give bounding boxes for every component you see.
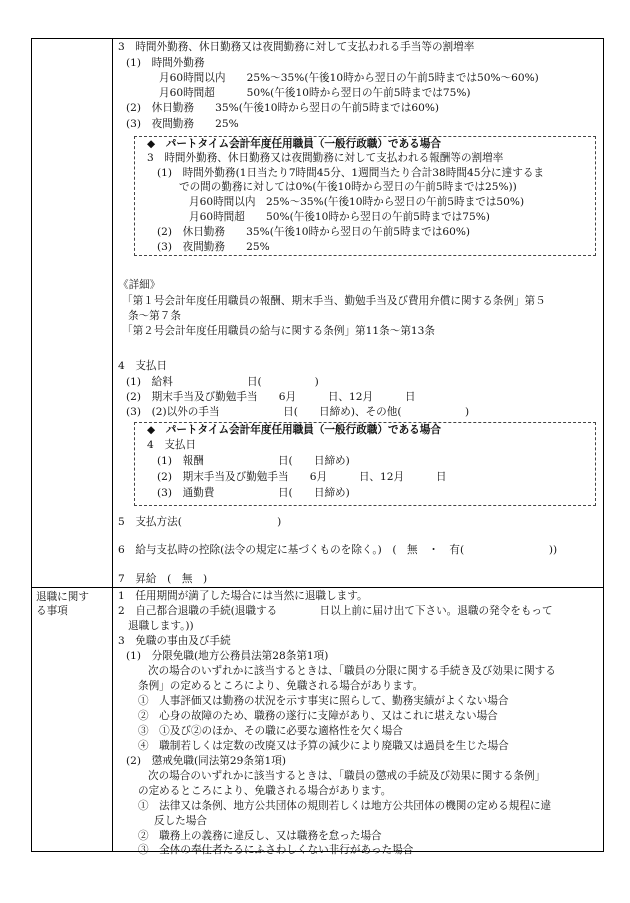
box1-heading: 3 時間外勤務、休日勤務又は夜間勤務に対して支払われる報酬等の割増率 — [147, 152, 504, 164]
box1-holiday: (2) 休日勤務 35%(午後10時から翌日の午前5時までは60%) — [157, 226, 471, 238]
details-ordinance2: 「第２号会計年度任用職員の給与に関する条例」第11条～第13条 — [122, 325, 435, 337]
parttime-box-allowance — [134, 136, 596, 256]
document-table — [31, 38, 604, 856]
retire-voluntary: 2 自己都合退職の手続(退職する 日以上前に届け出て下さい。退職の発令をもって — [118, 605, 553, 617]
parttime-box-payday — [134, 422, 596, 506]
box2-reward: (1) 報酬 日( 日締め) — [157, 455, 350, 467]
disciplinary-reason-1: ① 法律又は条例、地方公共団体の規則若しくは地方公共団体の機関の定める規程に違 — [138, 800, 552, 812]
section4-salary: (1) 給料 日( ) — [126, 376, 319, 388]
dismissal-reason-1: ① 人事評価又は勤務の状況を示す事実に照らして、勤務実績がよくない場合 — [138, 695, 509, 707]
disciplinary-reason-3: ③ 全体の奉仕者たるにふさわしくない非行があった場合 — [138, 844, 414, 856]
dismissal-reason-2: ② 心身の故障のため、職務の遂行に支障があり、又はこれに堪えない場合 — [138, 710, 498, 722]
box1-title: ◆ パートタイム会計年度任用職員（一般行政職）である場合 — [147, 138, 441, 150]
dismissal-disciplinary-desc-cont: の定めるところにより、免職される場合があります。 — [138, 785, 392, 797]
details-heading: 《詳細》 — [118, 279, 161, 291]
box1-over60: 月60時間超 50%(午後10時から翌日の午前5時までは75%) — [189, 211, 490, 223]
dismissal-status-desc: 次の場合のいずれかに該当するときは、「職員の分限に関する手続き及び効果に関する — [148, 665, 556, 677]
box1-overtime: (1) 時間外勤務(1日当たり7時間45分、1週間当たり合計38時間45分に達するま — [157, 167, 545, 179]
section3-over60: 月60時間超 50%(午後10時から翌日の午前5時までは75%) — [159, 87, 471, 99]
disciplinary-reason-2: ② 職務上の義務に違反し、又は職務を怠った場合 — [138, 830, 382, 842]
row-divider — [32, 587, 603, 588]
section6-deduction: 6 給与支払時の控除(法令の規定に基づくものを除く。) ( 無 ・ 有( )) — [118, 544, 558, 556]
retirement-label-line2: る事項 — [36, 605, 68, 617]
dismissal-status: (1) 分限免職(地方公務員法第28条第1項) — [126, 650, 329, 662]
section4-heading: 4 支払日 — [118, 360, 168, 372]
section3-heading: 3 時間外勤務、休日勤務又は夜間勤務に対して支払われる手当等の割増率 — [118, 41, 475, 53]
retire-voluntary-cont: 退職します。)) — [128, 620, 194, 632]
section3-night: (3) 夜間勤務 25% — [126, 118, 239, 130]
box1-within60: 月60時間以内 25%～35%(午後10時から翌日の午前5時までは50%) — [189, 196, 525, 208]
dismissal-status-desc-cont: 条例」の定めるところにより、免職される場合があります。 — [138, 680, 424, 692]
section7-raise: 7 昇給 ( 無 ) — [118, 573, 208, 585]
section4-bonus: (2) 期末手当及び勤勉手当 6月 日、12月 日 — [126, 391, 416, 403]
disciplinary-reason-1-cont: 反した場合 — [154, 815, 207, 827]
dismissal-reason-3: ③ ①及び②のほか、その職に必要な適格性を欠く場合 — [138, 725, 403, 737]
box2-commute: (3) 通勤費 日( 日締め) — [157, 487, 350, 499]
section3-holiday: (2) 休日勤務 35%(午後10時から翌日の午前5時までは60%) — [126, 102, 440, 114]
section3-within60: 月60時間以内 25%～35%(午後10時から翌日の午前5時までは50%～60%) — [159, 72, 539, 84]
details-ordinance1-cont: 条～第７条 — [128, 310, 181, 322]
box1-overtime-cont: での間の勤務に対しては0%(午後10時から翌日の午前5時までは25%)) — [179, 181, 517, 193]
section3-overtime: (1) 時間外勤務 — [126, 57, 205, 69]
retirement-row-label — [36, 590, 110, 618]
details-ordinance1: 「第１号会計年度任用職員の報酬、期末手当、勤勉手当及び費用弁償に関する条例」第５ — [122, 295, 546, 307]
section5-payment-method: 5 支払方法( ) — [118, 516, 282, 528]
box2-title: ◆ パートタイム会計年度任用職員（一般行政職）である場合 — [147, 424, 441, 436]
column-divider — [112, 39, 113, 851]
dismissal-heading: 3 免職の事由及び手続 — [118, 635, 231, 647]
box1-night: (3) 夜間勤務 25% — [157, 241, 270, 253]
dismissal-reason-4: ④ 職制若しくは定数の改廃又は予算の減少により廃職又は過員を生じた場合 — [138, 740, 509, 752]
retirement-label-line1: 退職に関す — [36, 591, 89, 603]
box2-heading: 4 支払日 — [147, 439, 197, 451]
dismissal-disciplinary-desc: 次の場合のいずれかに該当するときは、「職員の懲戒の手続及び効果に関する条例」 — [148, 770, 546, 782]
box2-bonus: (2) 期末手当及び勤勉手当 6月 日、12月 日 — [157, 471, 447, 483]
dismissal-disciplinary: (2) 懲戒免職(同法第29条第1項) — [126, 755, 287, 767]
section4-other: (3) (2)以外の手当 日( 日締め)、その他( ) — [126, 406, 470, 418]
retire-expiry: 1 任用期間が満了した場合には当然に退職します。 — [118, 590, 368, 602]
